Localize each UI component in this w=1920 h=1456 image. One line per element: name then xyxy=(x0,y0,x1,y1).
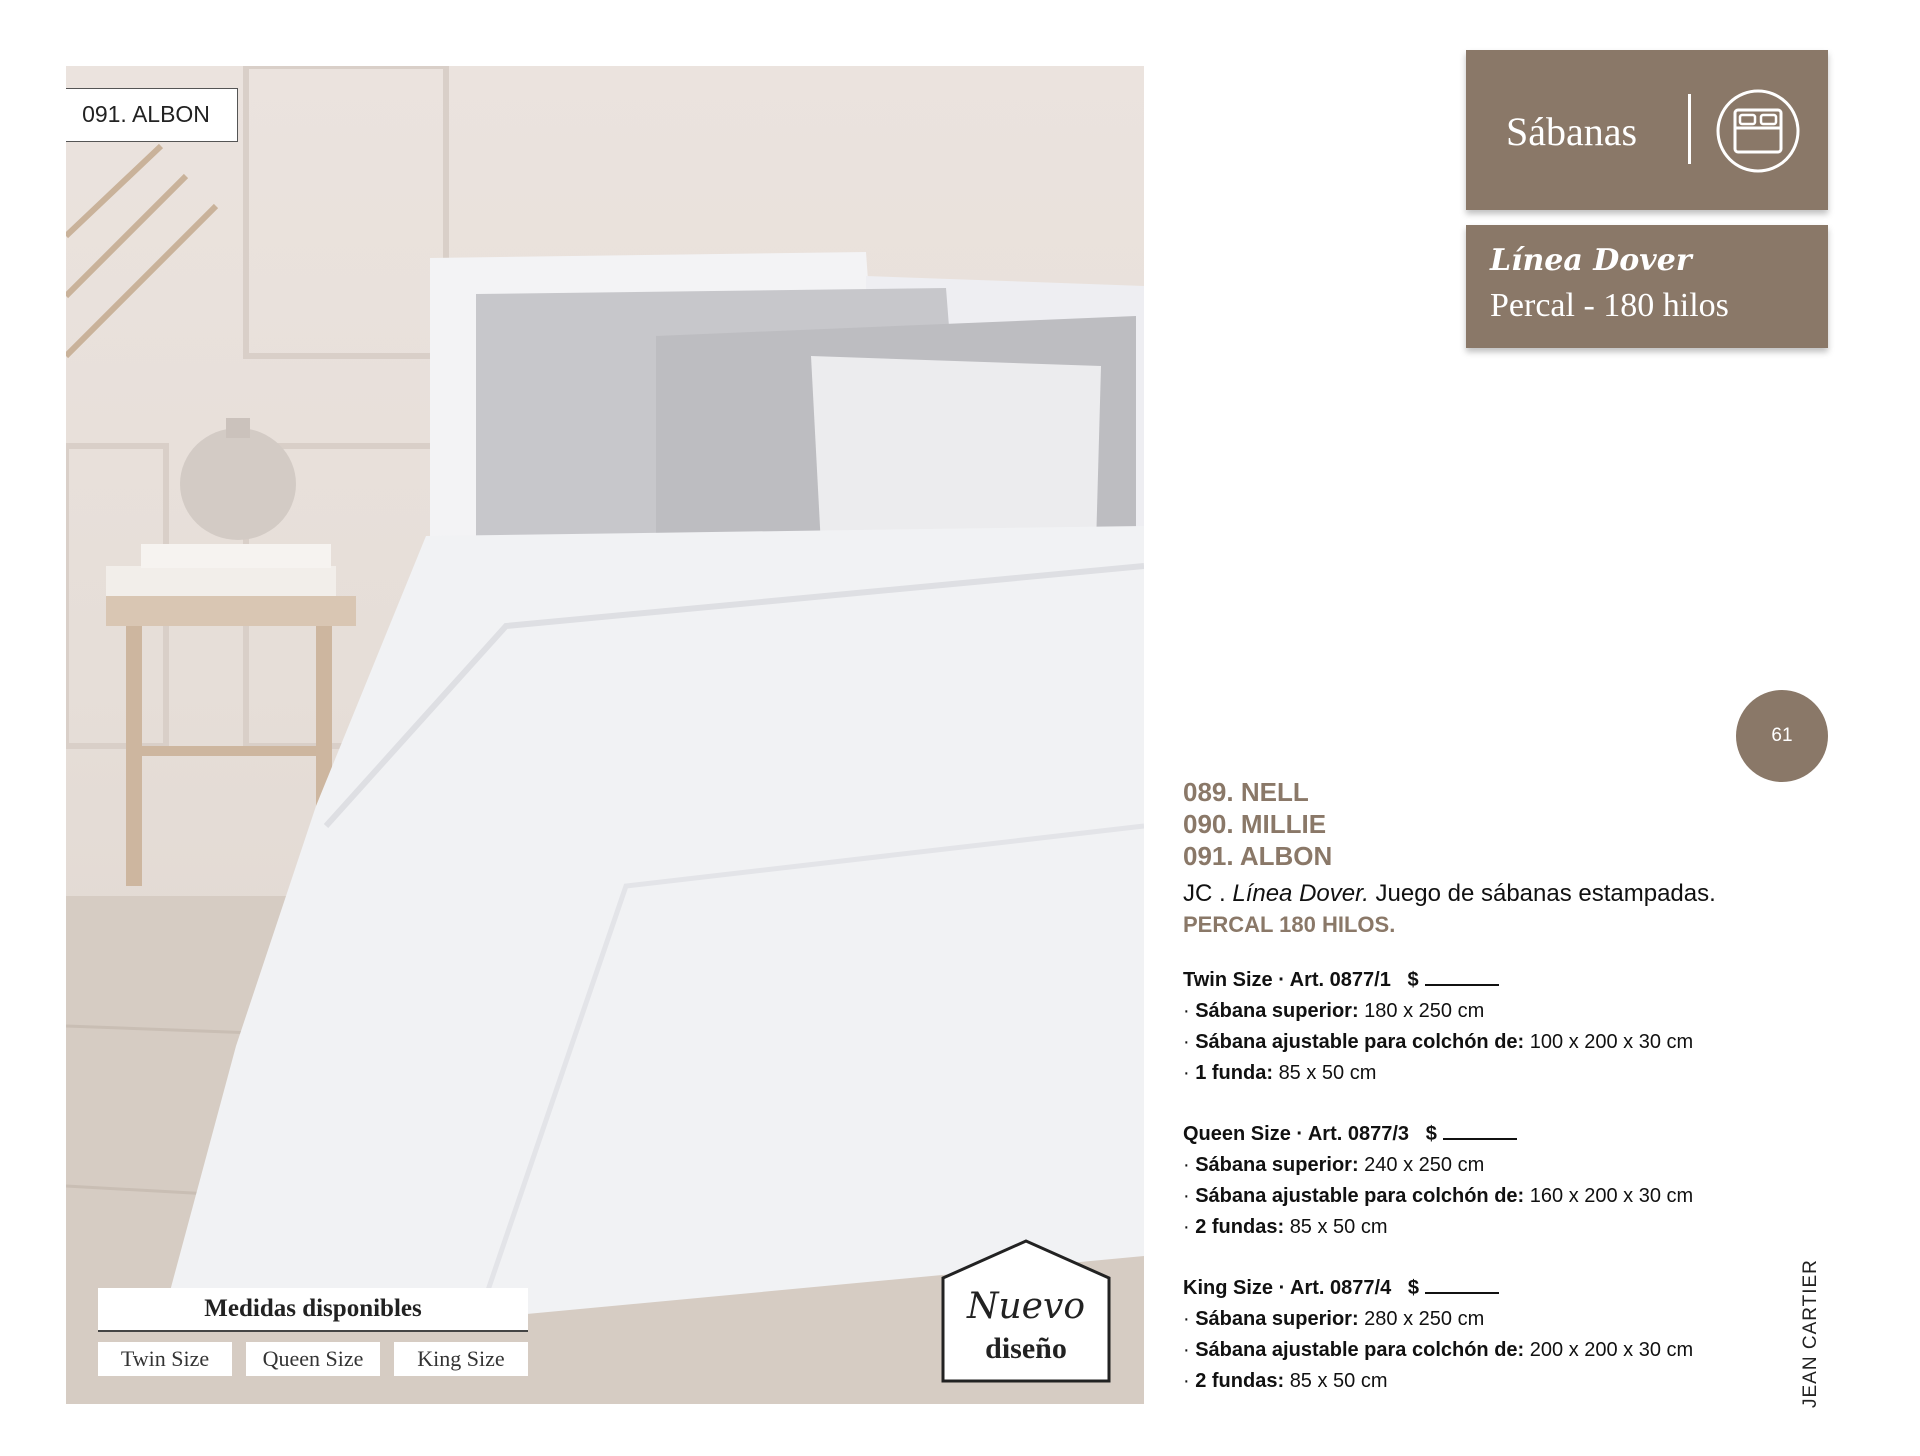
size-spec-item: · Sábana superior: 180 x 250 cm xyxy=(1183,1000,1485,1022)
size-spec-heading xyxy=(1183,1120,1693,1150)
product-line-name: Línea Dover xyxy=(1490,243,1692,278)
model-list xyxy=(1183,776,1332,872)
size-spec-item: · 2 fundas: 85 x 50 cm xyxy=(1183,1216,1388,1238)
size-chip-king: King Size xyxy=(394,1342,528,1376)
price-blank xyxy=(1425,966,1499,986)
size-spec-price: $ xyxy=(1407,969,1419,991)
size-spec-item: · Sábana ajustable para colchón de: 100 x 200 x 30 cm xyxy=(1183,1031,1694,1053)
available-sizes-box xyxy=(98,1288,528,1376)
product-photo xyxy=(66,66,1144,1404)
product-description xyxy=(1183,880,1716,908)
available-sizes-list xyxy=(98,1342,528,1376)
size-spec-king xyxy=(1183,1274,1693,1397)
new-design-script: Nuevo xyxy=(966,1286,1085,1327)
price-blank xyxy=(1443,1120,1517,1140)
size-spec-price: $ xyxy=(1407,1277,1420,1299)
description-prefix: JC . xyxy=(1183,880,1233,907)
photo-model-label: 091. ALBON xyxy=(66,88,238,142)
size-spec-title: Twin Size · Art. 0877/1 xyxy=(1183,969,1391,991)
bed-sheet-icon xyxy=(1715,88,1801,174)
size-spec-twin xyxy=(1183,966,1693,1089)
new-design-label: diseño xyxy=(985,1332,1067,1365)
size-spec-item: · Sábana superior: 280 x 250 cm xyxy=(1183,1308,1485,1330)
product-line-box xyxy=(1466,225,1828,348)
model-name: 089. NELL xyxy=(1183,777,1309,807)
size-spec-heading xyxy=(1183,1274,1693,1304)
available-sizes-title: Medidas disponibles xyxy=(98,1288,528,1332)
category-header xyxy=(1466,50,1828,210)
size-chip-queen: Queen Size xyxy=(246,1342,380,1376)
price-blank xyxy=(1425,1274,1499,1294)
size-spec-title: Queen Size · Art. 0877/3 xyxy=(1183,1123,1410,1145)
product-line-spec: Percal - 180 hilos xyxy=(1490,287,1729,324)
size-spec-item: · Sábana superior: 240 x 250 cm xyxy=(1183,1154,1485,1176)
model-name: 090. MILLIE xyxy=(1183,809,1327,839)
brand-name: JEAN CARTIER xyxy=(1800,1259,1821,1408)
page-number: 61 xyxy=(1736,690,1828,782)
size-spec-item: · 2 fundas: 85 x 50 cm xyxy=(1183,1370,1388,1392)
size-spec-price: $ xyxy=(1425,1123,1437,1145)
category-divider xyxy=(1688,94,1691,164)
bedroom-scene-illustration xyxy=(66,66,1144,1404)
new-design-badge xyxy=(940,1238,1112,1384)
description-line: Línea Dover. xyxy=(1232,880,1369,907)
size-spec-title: King Size · Art. 0877/4 xyxy=(1183,1277,1392,1299)
description-rest: Juego de sábanas estampadas. xyxy=(1368,880,1716,907)
size-spec-queen xyxy=(1183,1120,1693,1243)
size-spec-item: · 1 funda: 85 x 50 cm xyxy=(1183,1062,1377,1084)
size-spec-item: · Sábana ajustable para colchón de: 200 x 200 x 30 cm xyxy=(1183,1339,1694,1361)
size-chip-twin: Twin Size xyxy=(98,1342,232,1376)
category-title: Sábanas xyxy=(1506,109,1638,154)
size-spec-item: · Sábana ajustable para colchón de: 160 x 200 x 30 cm xyxy=(1183,1185,1694,1207)
size-spec-heading xyxy=(1183,966,1693,996)
model-name: 091. ALBON xyxy=(1183,841,1333,871)
description-subtitle: PERCAL 180 HILOS. xyxy=(1183,912,1396,937)
